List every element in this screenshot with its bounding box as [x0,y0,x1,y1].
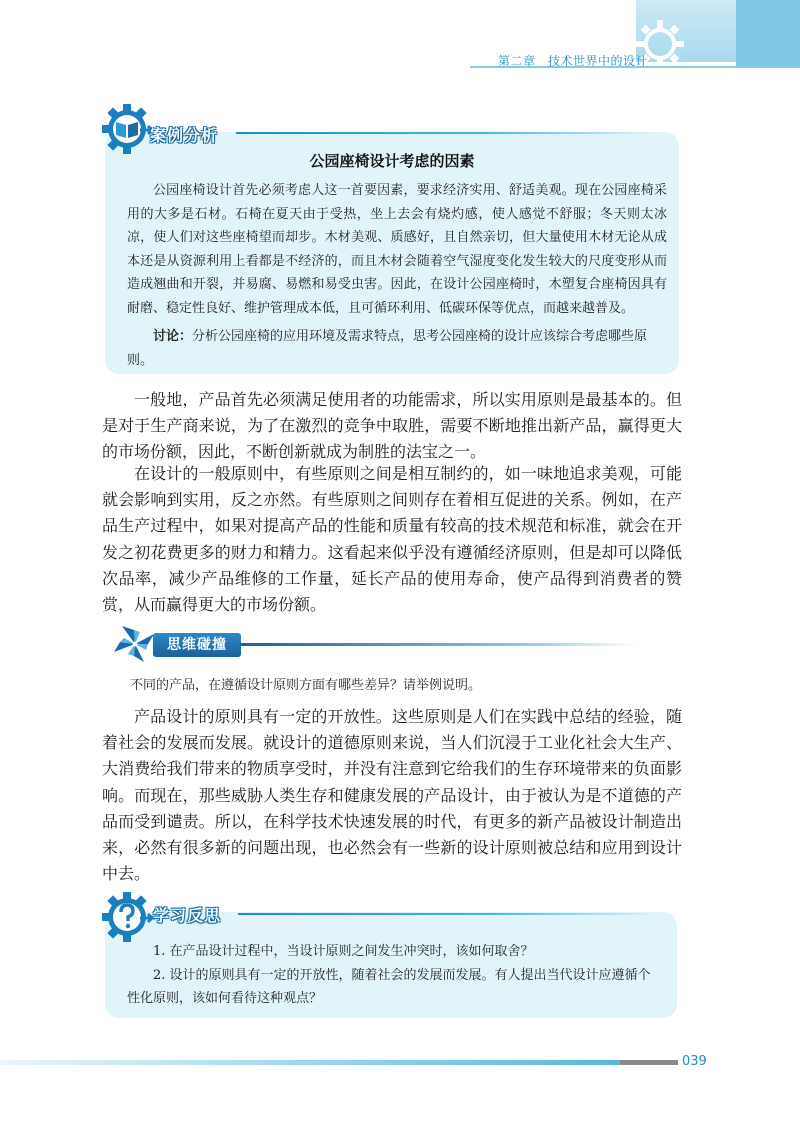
reflection-questions [127,940,657,1011]
case-analysis-label: 案例分析 [150,126,219,145]
chapter-title: 第二章 技术世界中的设计 [498,54,649,68]
paragraph-1: 一般地，产品首先必须满足使用者的功能需求，所以实用原则是最基本的。但是对于生产商来说，为了在激烈的竞争中取胜，需要不断地推出新产品，赢得更大的市场份额，因此，不断创新就成为制胜的法宝之一。 [102,390,682,462]
footer-rule [0,1060,620,1065]
case-analysis-rule [236,132,656,134]
reflection-question-1: 1. 在产品设计过程中，当设计原则之间发生冲突时，该如何取舍？ [153,944,534,959]
discussion-label: 讨论： [153,329,193,344]
header-decor-dark [736,0,800,68]
paragraph-3: 产品设计的原则具有一定的开放性。这些原则是人们在实践中总结的经验，随着社会的发展而发展。就设计的道德原则来说，当人们沉浸于工业化社会大生产、大消费给我们带来的物质享受时，并没有注意到它给我们的生存环境带来的负面影响。而现在，那些威胁人类生存和健康发展的产品设计，由于被认为是不道德的产品而受到谴责。所以，在科学技术快速发展的时代，有更多的新产品被设计制造出来，必然有很多新的问题出现，也必然会有一些新的设计原则被总结和应用到设计中去。 [102,707,682,884]
case-discussion [127,325,667,372]
case-analysis-box [105,132,679,374]
discussion-text: 分析公园座椅的应用环境及需求特点，思考公园座椅的设计应该综合考虑哪些原则。 [127,329,648,368]
case-body: 公园座椅设计首先必须考虑人这一首要因素，要求经济实用、舒适美观。现在公园座椅采用的大多是石材。石椅在夏天由于受热，坐上去会有烧灼感，使人感觉不舒服；冬天则太冰凉，使人们对这些座椅望而却步。木材美观、质感好，且自然亲切，但大量使用木材无论从成本还是从资源利用上看都是不经济的，而且木材会随着空气湿度变化发生较大的尺度变形从而造成翘曲和开裂，并易腐、易燃和易受虫害。因此，在设计公园座椅时，木塑复合座椅因具有耐磨、稳定性良好、维护管理成本低，且可循环利用、低碳环保等优点，而越来越普及。 [127,183,667,316]
reflection-box [105,912,677,1018]
reflection-rule [238,913,658,915]
brainstorm-rule [240,643,640,646]
reflection-label: 学习反思 [153,906,222,925]
reflection-question-2: 2. 设计的原则具有一定的开放性，随着社会的发展而发展。有人提出当代设计应遵循个性化原则，该如何看待这种观点？ [127,967,651,1006]
brainstorm-label: 思维碰撞 [153,633,241,657]
brainstorm-question: 不同的产品，在遵循设计原则方面有哪些差异？请举例说明。 [130,678,482,693]
question-gear-icon [100,888,158,946]
case-heading: 公园座椅设计考虑的因素 [309,152,475,170]
paragraph-2: 在设计的一般原则中，有些原则之间是相互制约的，如一味地追求美观，可能就会影响到实用，反之亦然。有些原则之间则存在着相互促进的关系。例如，在产品生产过程中，如果对提高产品的性能和质量有较高的技术规范和标准，就会在开发之初花费更多的财力和精力。这看起来似乎没有遵循经济原则，但是却可以降低次品率，减少产品维修的工作量，延长产品的使用寿命，使产品得到消费者的赞赏，从而赢得更大的市场份额。 [102,464,682,615]
footer-grey-bar [620,1060,678,1065]
page-number: 039 [682,1054,707,1069]
